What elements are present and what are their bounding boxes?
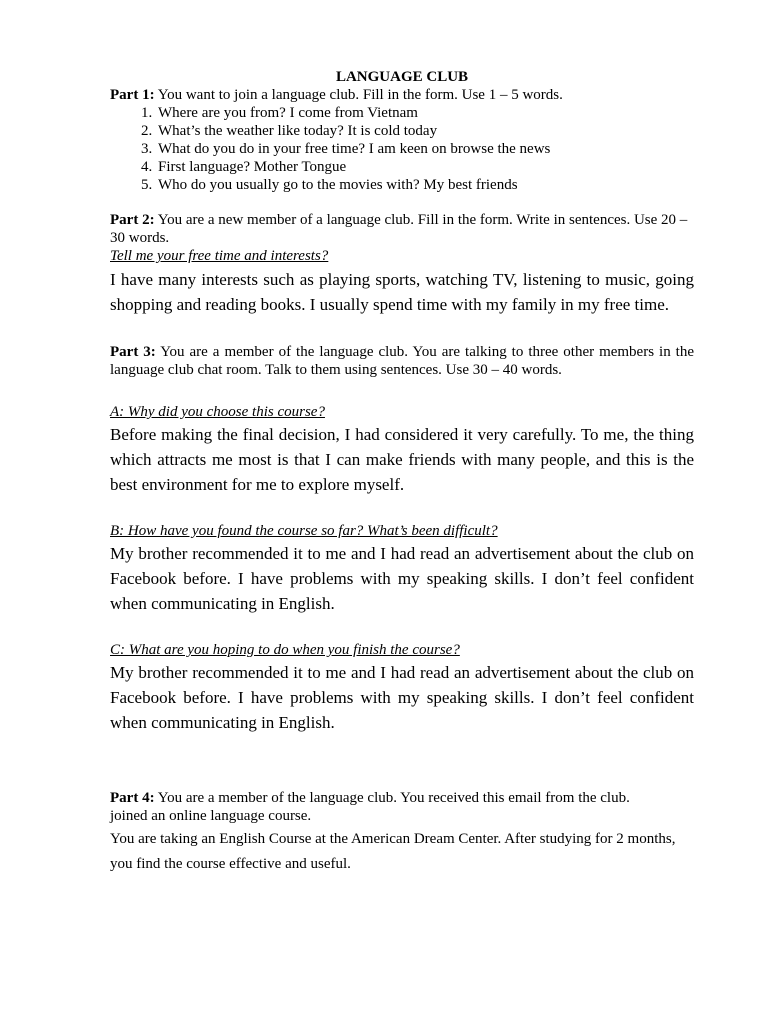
part1-item-2: 2. What’s the weather like today? It is cold today [156,122,694,140]
part3-answer-b: My brother recommended it to me and I had read an advertisement about the club on Facebook before. I have problems with my speaking skills. I don’t feel confident when communicating in English. [110,544,694,613]
part1-label: Part 1: [110,87,155,103]
page-title: LANGUAGE CLUB [335,69,469,85]
part1-instruction-text: You want to join a language club. Fill in the form. Use 1 – 5 words. [154,87,563,103]
part4-line2: joined an online language course. [110,808,312,824]
part2-answer: I have many interests such as playing sports, watching TV, listening to music, going shopping and reading books. I usually spend time with my family in my free time. [110,270,694,314]
document-page [110,68,694,877]
part3-label: Part 3: [110,344,156,360]
part3-answer-c: My brother recommended it to me and I had read an advertisement about the club on Facebook before. I have problems with my speaking skills. I don’t feel confident when communicating in English. [110,663,694,732]
part3-instruction-text: You are a member of the language club. You are talking to three other members in the language club chat room. Talk to them using sentences. Use 30 – 40 words. [110,344,694,378]
part2-label: Part 2: [110,212,155,228]
part2-instruction [110,211,694,247]
part1-item-3: 3. What do you do in your free time? I am keen on browse the news [156,140,694,158]
part3-question-a: A: Why did you choose this course? [110,404,325,420]
part3-instruction [110,343,694,379]
part2-instruction-text: You are a new member of a language club. Fill in the form. Write in sentences. Use 20 – 30 words. [110,212,688,246]
part1-item-1: 1. Where are you from? I come from Vietnam [156,104,694,122]
part4-instruction [110,789,694,807]
part3-answer-a: Before making the final decision, I had considered it very carefully. To me, the thing which attracts me most is that I can make friends with many people, and this is the best environment for me to explore myself. [110,425,694,494]
part1-item-5: 5. Who do you usually go to the movies with? My best friends [156,176,694,194]
part3-question-c: C: What are you hoping to do when you finish the course? [110,642,460,658]
part2-question: Tell me your free time and interests? [110,248,329,264]
part3-question-b: B: How have you found the course so far? What’s been difficult? [110,523,498,539]
part4-paragraph: You are taking an English Course at the American Dream Center. After studying for 2 months, you find the course effective and useful. [110,831,676,872]
part1-item-4: 4. First language? Mother Tongue [156,158,694,176]
part1-list [110,104,694,194]
part4-instruction-text: You are a member of the language club. You received this email from the club. [154,790,630,806]
part1-instruction [110,86,694,104]
part4-label: Part 4: [110,790,155,806]
